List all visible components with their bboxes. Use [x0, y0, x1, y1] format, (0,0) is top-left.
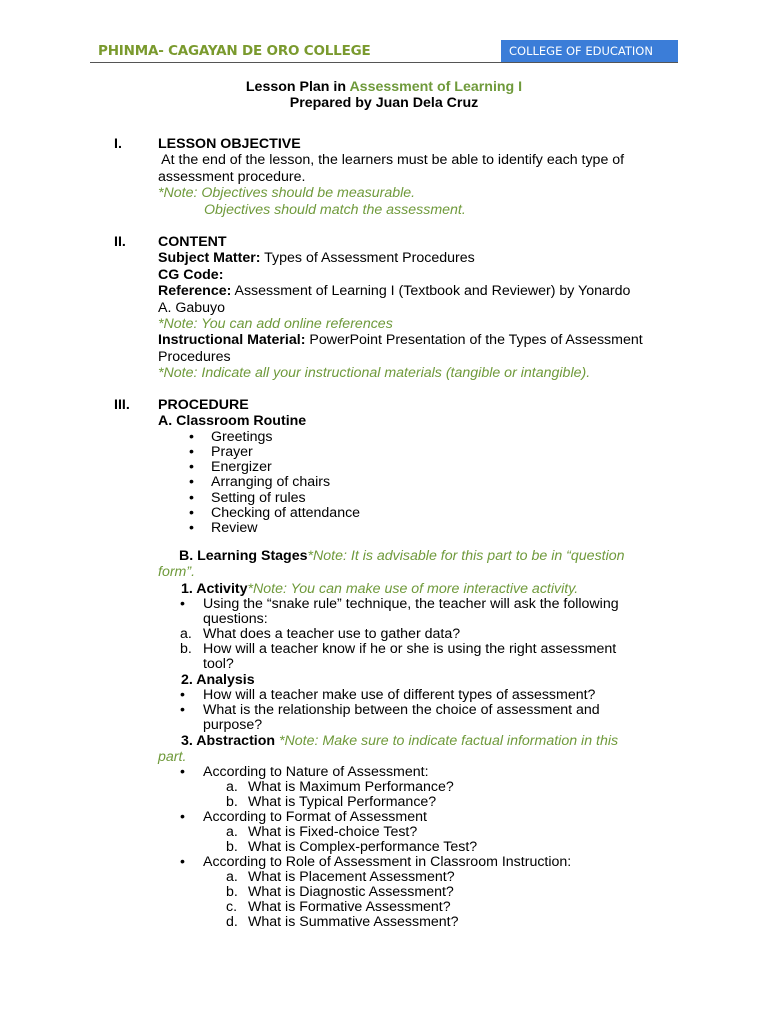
section-numeral-3: III. — [114, 397, 130, 413]
list-item: • Energizer — [189, 459, 272, 476]
analysis-heading: 2. Analysis — [181, 672, 255, 689]
list-item: • According to Role of Assessment in Classroom Instruction: — [180, 854, 572, 871]
material-label: Instructional Material: — [158, 332, 306, 349]
procedure-heading: PROCEDURE — [158, 397, 249, 413]
material-note: *Note: Indicate all your instructional materials (tangible or intangible). — [158, 365, 591, 382]
reference-note: *Note: You can add online references — [158, 316, 393, 333]
list-item: b. How will a teacher know if he or she is using the right assessment — [180, 641, 617, 658]
list-item-cont: questions: — [203, 611, 268, 628]
title-prefix: Lesson Plan in — [245, 79, 350, 95]
bullet-icon: • — [189, 519, 194, 536]
learning-stages — [158, 548, 688, 930]
bullet-icon: • — [180, 596, 185, 613]
list-item: • Using the “snake rule” technique, the teacher will ask the following — [180, 596, 619, 613]
learning-stages-note-cont: form”. — [158, 564, 196, 581]
list-item: • Checking of attendance — [189, 504, 361, 521]
subject-matter — [158, 250, 688, 266]
list-item-cont: tool? — [203, 656, 234, 673]
learning-stages-heading-block — [158, 548, 688, 581]
learning-stages-note: *Note: It is advisable for this part to be in “question — [307, 548, 625, 564]
list-item: b. What is Complex-performance Test? — [226, 839, 478, 856]
section-numeral-1: I. — [114, 136, 122, 152]
material-value: PowerPoint Presentation of the Types of Assessment — [305, 332, 643, 349]
header-divider — [90, 62, 678, 63]
activity-heading: 1. Activity — [181, 580, 248, 597]
objective-line-1: At the end of the lesson, the learners must be able to identify each type of — [158, 152, 625, 169]
bullet-icon: • — [180, 702, 185, 719]
activity-note: *Note: You can make use of more interactive activity. — [247, 580, 579, 597]
learning-stages-heading: B. Learning Stages — [179, 548, 308, 564]
abstraction-note: *Note: Make sure to indicate factual information in this — [275, 733, 619, 750]
header-department-box: COLLEGE OF EDUCATION — [501, 40, 678, 63]
reference-label: Reference: — [158, 283, 232, 300]
reference — [158, 283, 688, 299]
list-item: b. What is Diagnostic Assessment? — [226, 884, 454, 901]
section-content — [158, 234, 688, 382]
bullet-icon: • — [180, 809, 185, 826]
list-item: c. What is Formative Assessment? — [226, 899, 451, 916]
section-numeral-2: II. — [114, 234, 126, 250]
bullet-icon: • — [180, 854, 185, 871]
bullet-icon: • — [180, 764, 185, 781]
bullet-icon: • — [189, 444, 194, 460]
classroom-routine-heading: A. Classroom Routine — [158, 413, 307, 430]
list-item: • Greetings — [189, 428, 273, 445]
list-item: • According to Format of Assessment — [180, 809, 427, 826]
objective-note-1: *Note: Objectives should be measurable. — [158, 185, 416, 202]
routine-list — [189, 428, 688, 536]
list-item: a. What is Placement Assessment? — [226, 869, 455, 886]
subject-matter-label: Subject Matter: — [158, 250, 261, 267]
abstraction-heading-block — [158, 733, 688, 765]
section-procedure — [158, 397, 688, 536]
list-item: • Arranging of chairs — [189, 474, 331, 491]
cg-code-label: CG Code: — [158, 266, 224, 283]
reference-value: Assessment of Learning I (Textbook and Reviewer) by Yonardo — [231, 283, 631, 300]
list-item: • Prayer — [189, 444, 253, 460]
list-item: a. What is Fixed-choice Test? — [226, 824, 418, 841]
objective-heading: LESSON OBJECTIVE — [158, 136, 301, 152]
abstraction-line-1 — [158, 733, 688, 749]
objective-line-2: assessment procedure. — [158, 168, 306, 185]
section-objective — [158, 136, 688, 218]
instructional-material — [158, 332, 688, 348]
objective-note-2: Objectives should match the assessment. — [204, 201, 466, 218]
bullet-icon: • — [189, 474, 194, 491]
list-item: • How will a teacher make use of different types of assessment? — [180, 687, 596, 704]
list-item-cont: purpose? — [203, 717, 263, 734]
subject-matter-value: Types of Assessment Procedures — [260, 250, 475, 267]
content-heading: CONTENT — [158, 234, 227, 250]
prepared-by: Prepared by Juan Dela Cruz — [289, 95, 479, 111]
list-item: • Review — [189, 519, 258, 536]
list-item: d. What is Summative Assessment? — [226, 914, 459, 931]
list-item: b. What is Typical Performance? — [226, 794, 437, 811]
header-college-name: PHINMA- CAGAYAN DE ORO COLLEGE — [98, 43, 371, 59]
list-item: • Setting of rules — [189, 489, 306, 506]
list-item: a. What is Maximum Performance? — [226, 779, 454, 796]
bullet-icon: • — [180, 687, 185, 704]
material-value-cont: Procedures — [158, 348, 231, 365]
reference-value-cont: A. Gabuyo — [158, 299, 226, 316]
learning-stages-line-1 — [158, 548, 688, 564]
list-item: • What is the relationship between the choice of assessment and — [180, 702, 600, 719]
abstraction-heading: 3. Abstraction — [181, 733, 276, 750]
lesson-title — [0, 79, 768, 95]
bullet-icon: • — [189, 428, 194, 445]
bullet-icon: • — [189, 504, 194, 521]
list-item: a. What does a teacher use to gather data? — [180, 626, 461, 643]
activity-heading-line — [158, 581, 688, 597]
abstraction-note-cont: part. — [158, 749, 187, 766]
list-item: • According to Nature of Assessment: — [180, 764, 429, 781]
bullet-icon: • — [189, 489, 194, 506]
title-subject: Assessment of Learning I — [349, 79, 523, 95]
bullet-icon: • — [189, 459, 194, 476]
